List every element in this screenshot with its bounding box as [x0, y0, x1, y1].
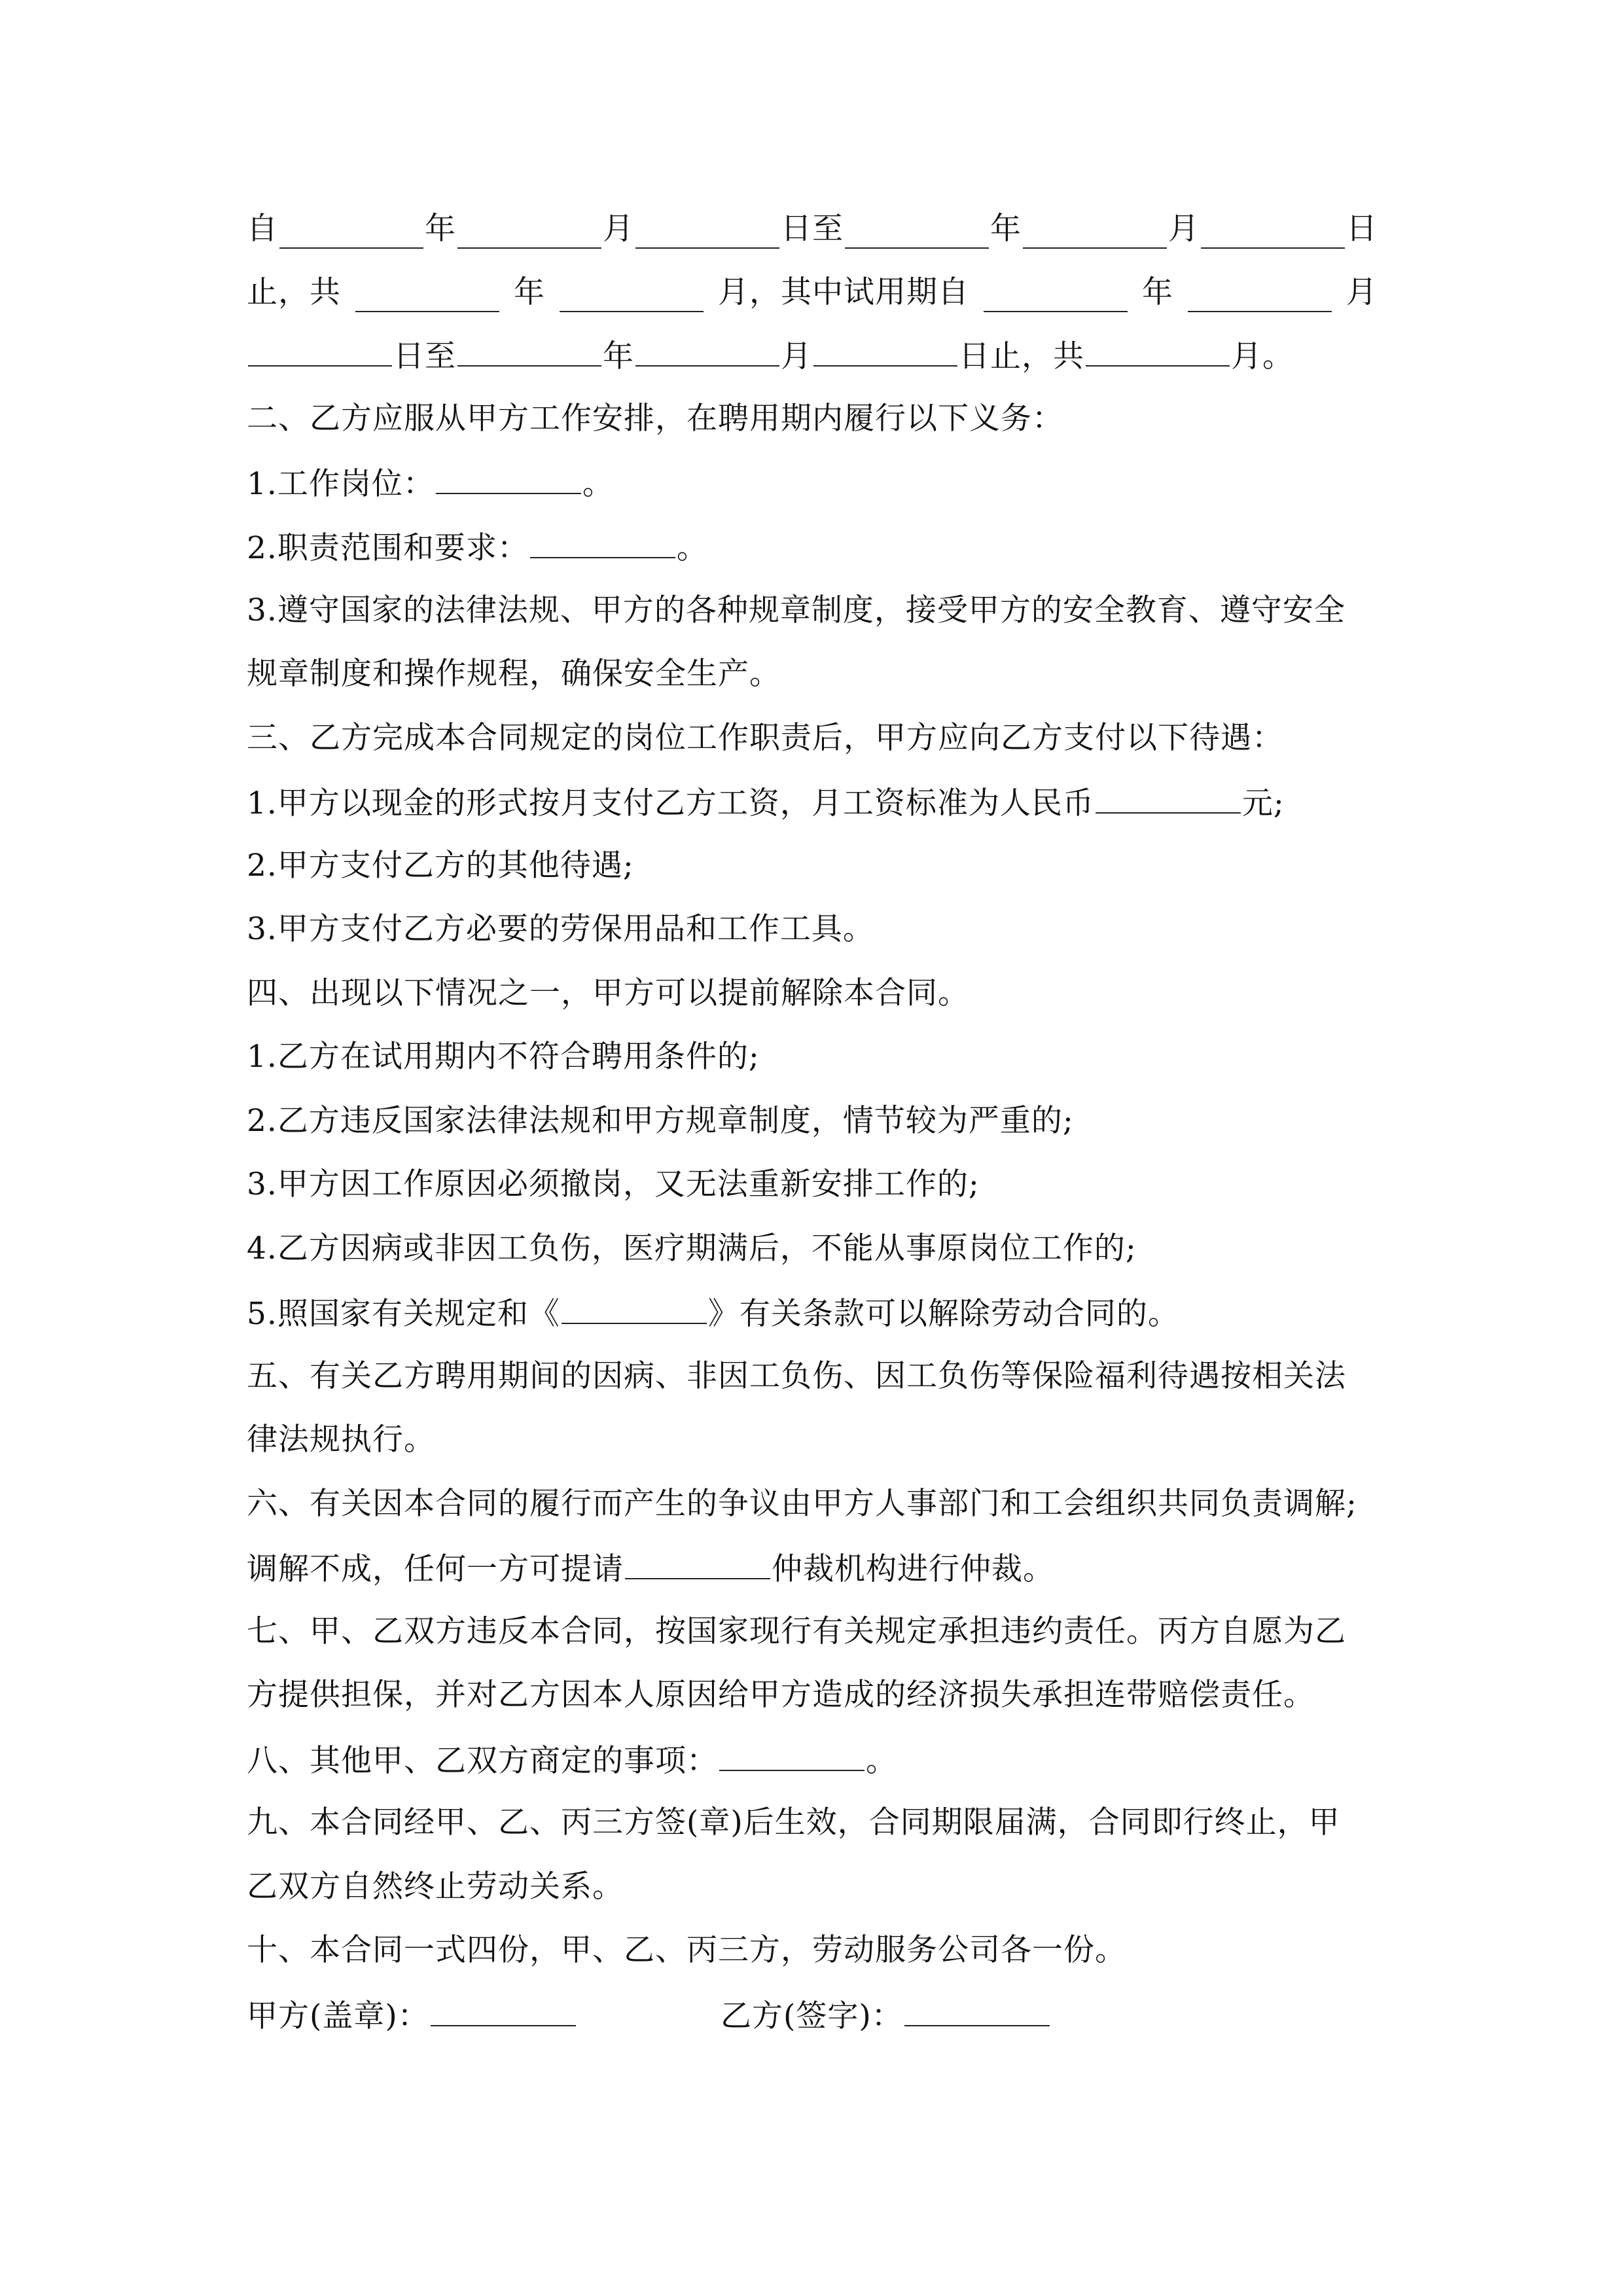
blank-field[interactable]: [355, 281, 499, 312]
term-text: 月: [1346, 274, 1378, 310]
section-4-item-4: 4.乙方因病或非因工负伤，医疗期满后，不能从事原岗位工作的;: [247, 1230, 1137, 1266]
party-a-label: 甲方(盖章)：: [247, 1998, 429, 2034]
term-text: 日至: [781, 211, 844, 247]
item-end: 仲裁机构进行仲裁。: [772, 1551, 1054, 1587]
arbitration-body-field[interactable]: [625, 1548, 770, 1579]
blank-field[interactable]: [457, 335, 601, 367]
blank-field[interactable]: [635, 335, 779, 367]
section-4-item-2: 2.乙方违反国家法律法规和甲方规章制度，情节较为严重的;: [247, 1103, 1074, 1139]
blank-field[interactable]: [1023, 217, 1167, 249]
section-3-item-1: [247, 782, 1285, 821]
term-text: 日止，共: [959, 338, 1084, 374]
item-label: 调解不成，任何一方可提请: [247, 1551, 624, 1587]
term-text: 日: [1346, 211, 1378, 247]
party-b-signature-field[interactable]: [904, 1995, 1050, 2026]
blank-field[interactable]: [813, 335, 957, 367]
duties-field[interactable]: [530, 527, 675, 558]
item-end: 。: [582, 466, 614, 502]
term-text: 月: [603, 211, 634, 247]
section-4-item-5: [247, 1293, 1179, 1332]
item-label: 八、其他甲、乙双方商定的事项：: [247, 1743, 718, 1779]
item-end: 元;: [1241, 785, 1285, 821]
party-a-seal-field[interactable]: [431, 1995, 576, 2026]
item-label: 1.甲方以现金的形式按月支付乙方工资，月工资标准为人民币: [247, 785, 1094, 821]
party-a-signature: [247, 1995, 577, 2034]
section-5-line-1: 五、有关乙方聘用期间的因病、非因工负伤、因工负伤等保险福利待遇按相关法: [247, 1358, 1346, 1394]
section-9-line-2: 乙双方自然终止劳动关系。: [247, 1869, 624, 1905]
section-3-heading: 三、乙方完成本合同规定的岗位工作职责后，甲方应向乙方支付以下待遇：: [247, 720, 1283, 756]
section-5-line-2: 律法规执行。: [247, 1422, 435, 1458]
term-text: 自: [247, 211, 278, 247]
term-text: 年: [425, 211, 456, 247]
term-text: 年: [1142, 274, 1173, 310]
section-6-line-1: 六、有关因本合同的履行而产生的争议由甲方人事部门和工会组织共同负责调解;: [247, 1486, 1357, 1522]
section-7-line-2: 方提供担保，并对乙方因本人原因给甲方造成的经济损失承担连带赔偿责任。: [247, 1677, 1315, 1713]
blank-field[interactable]: [457, 217, 601, 249]
section-4-heading: 四、出现以下情况之一，甲方可以提前解除本合同。: [247, 975, 969, 1011]
section-8: [247, 1740, 897, 1779]
other-matters-field[interactable]: [719, 1740, 865, 1771]
term-text: 年: [603, 338, 634, 374]
job-position-field[interactable]: [436, 463, 581, 494]
section-3-item-3: 3.甲方支付乙方必要的劳保用品和工作工具。: [247, 911, 874, 947]
term-text: 月，其中试用期自: [718, 274, 969, 310]
term-line-1: [247, 209, 1378, 249]
term-text: 年: [990, 211, 1022, 247]
section-2-heading: 二、乙方应服从甲方工作安排，在聘用期内履行以下义务：: [247, 401, 1063, 437]
term-text: 月: [781, 338, 812, 374]
section-10: 十、本合同一式四份，甲、乙、丙三方，劳动服务公司各一份。: [247, 1932, 1126, 1968]
section-9-line-1: 九、本合同经甲、乙、丙三方签(章)后生效，合同期限届满，合同即行终止，甲: [247, 1804, 1340, 1840]
section-3-item-2: 2.甲方支付乙方的其他待遇;: [247, 848, 634, 884]
item-label: 5.照国家有关规定和《: [247, 1296, 560, 1332]
item-label: 1.工作岗位：: [247, 466, 435, 502]
term-text: 日至: [393, 338, 456, 374]
item-end: 。: [866, 1743, 897, 1779]
section-4-item-3: 3.甲方因工作原因必须撤岗，又无法重新安排工作的;: [247, 1166, 980, 1202]
blank-field[interactable]: [1086, 335, 1230, 367]
blank-field[interactable]: [1188, 281, 1332, 312]
blank-field[interactable]: [560, 281, 704, 312]
term-line-2: [247, 273, 1378, 312]
party-b-signature: [721, 1995, 1051, 2034]
term-text: 止，共: [247, 274, 341, 310]
item-end: 》有关条款可以解除劳动合同的。: [707, 1296, 1179, 1332]
regulation-name-field[interactable]: [562, 1293, 707, 1324]
item-label: 2.职责范围和要求：: [247, 530, 529, 566]
party-b-label: 乙方(签字)：: [721, 1998, 903, 2034]
section-2-item-3-line-2: 规章制度和操作规程，确保安全生产。: [247, 656, 781, 692]
blank-field[interactable]: [635, 217, 779, 249]
item-end: 。: [676, 530, 708, 566]
blank-field[interactable]: [984, 281, 1128, 312]
blank-field[interactable]: [248, 335, 392, 367]
section-2-item-3-line-1: 3.遵守国家的法律法规、甲方的各种规章制度，接受甲方的安全教育、遵守安全: [247, 592, 1346, 628]
term-text: 年: [514, 274, 545, 310]
section-6-line-2: [247, 1548, 1054, 1587]
term-text: 月。: [1231, 338, 1294, 374]
blank-field[interactable]: [1201, 217, 1345, 249]
term-line-3: [247, 335, 1294, 374]
section-2-item-2: [247, 527, 708, 566]
term-text: 月: [1168, 211, 1200, 247]
section-2-item-1: [247, 463, 614, 502]
blank-field[interactable]: [845, 217, 989, 249]
section-4-item-1: 1.乙方在试用期内不符合聘用条件的;: [247, 1039, 760, 1075]
section-7-line-1: 七、甲、乙双方违反本合同，按国家现行有关规定承担违约责任。丙方自愿为乙: [247, 1613, 1346, 1649]
blank-field[interactable]: [279, 217, 423, 249]
salary-field[interactable]: [1096, 782, 1241, 814]
